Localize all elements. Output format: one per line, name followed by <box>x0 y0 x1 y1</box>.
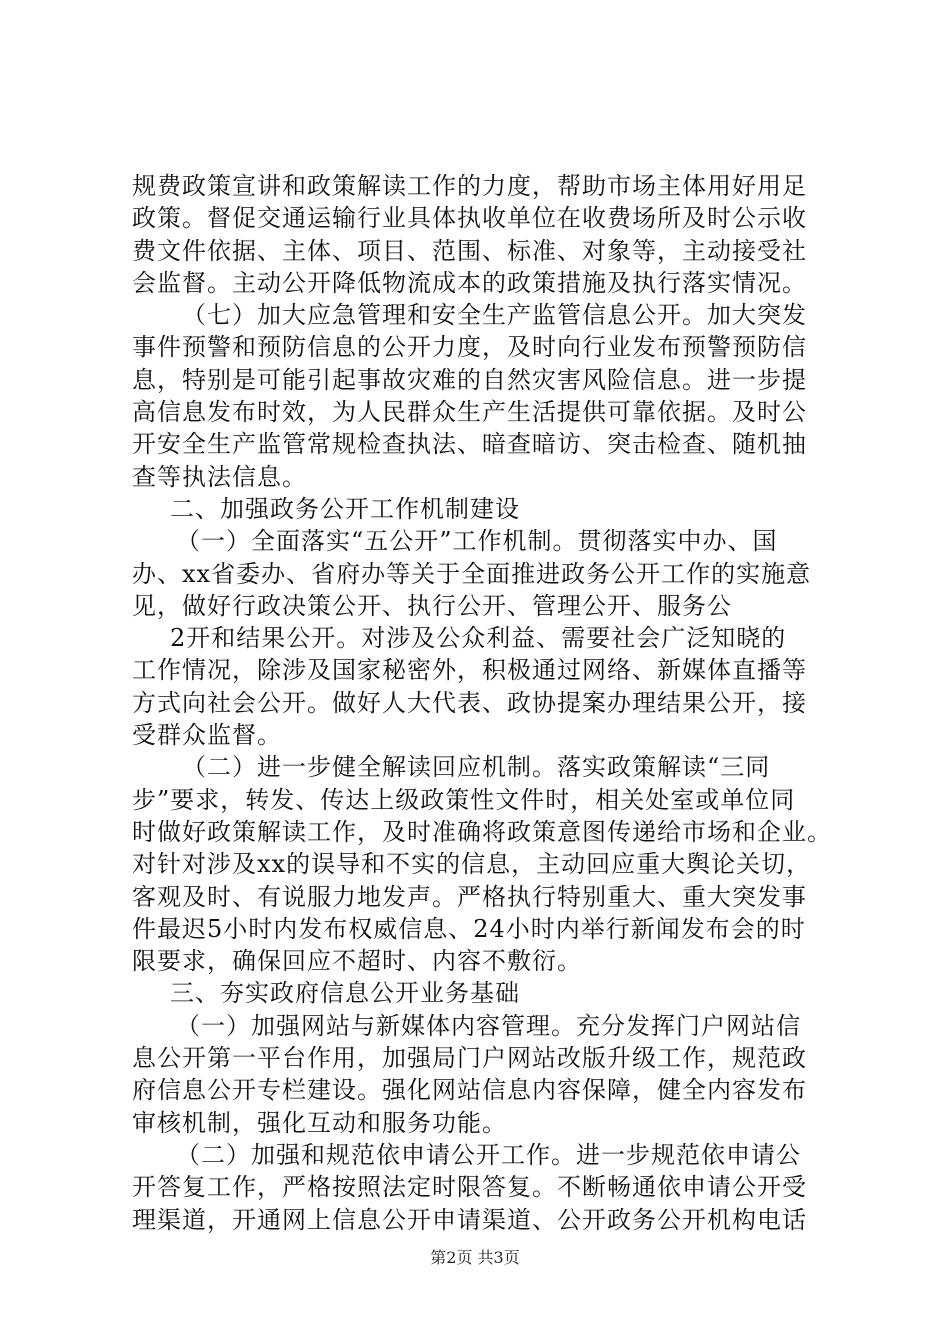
text-line: 府信息公开专栏建设。强化网站信息内容保障，健全内容发布 <box>132 1076 807 1105</box>
text-line: 办、xx省委办、省府办等关于全面推进政务公开工作的实施意 <box>132 559 812 588</box>
paragraph-heading: （一）全面落实“五公开”工作机制。贯彻落实中办、国 <box>176 527 778 556</box>
text-line: 时做好政策解读工作，及时准确将政策意图传递给市场和企业。 <box>132 817 832 846</box>
text-line: 工作情况，除涉及国家秘密外，积极通过网络、新媒体直播等 <box>132 656 807 685</box>
text-line: 方式向社会公开。做好人大代表、政协提案办理结果公开，接 <box>132 688 807 717</box>
text-line: 限要求，确保回应不超时、内容不敷衍。 <box>132 947 582 976</box>
section-heading-3: 三、夯实政府信息公开业务基础 <box>170 979 520 1008</box>
paragraph-heading: （二）进一步健全解读回应机制。落实政策解读“三同 <box>182 753 771 782</box>
text-line: 步”要求，转发、传达上级政策性文件时，相关处室或单位同 <box>132 785 796 814</box>
text-line: 息公开第一平台作用，加强局门户网站改版升级工作，规范政 <box>132 1044 807 1073</box>
paragraph-heading: （一）加强网站与新媒体内容管理。充分发挥门户网站信 <box>176 1011 801 1040</box>
document-body <box>132 170 832 1236</box>
text-line: 审核机制，强化互动和服务功能。 <box>132 1108 507 1137</box>
text-line: 对针对涉及xx的误导和不实的信息，主动回应重大舆论关切， <box>132 850 812 879</box>
text-line: 政策。督促交通运输行业具体执收单位在收费场所及时公示收 <box>132 204 807 233</box>
paragraph-heading: （二）加强和规范依申请公开工作。进一步规范依申请公 <box>176 1140 801 1169</box>
page-number-footer: 第2页 共3页 <box>430 1248 520 1267</box>
text-line: 2开和结果公开。对涉及公众利益、需要社会广泛知晓的 <box>170 624 787 653</box>
text-line: 费文件依据、主体、项目、范围、标准、对象等，主动接受社 <box>132 236 807 265</box>
section-heading-2: 二、加强政务公开工作机制建设 <box>170 494 520 523</box>
text-line: 事件预警和预防信息的公开力度，及时向行业发布预警预防信 <box>132 333 807 362</box>
text-line: 见，做好行政决策公开、执行公开、管理公开、服务公 <box>132 591 732 620</box>
text-line: 受群众监督。 <box>132 721 282 750</box>
text-line: 规费政策宣讲和政策解读工作的力度，帮助市场主体用好用足 <box>132 172 807 200</box>
text-line: 查等执法信息。 <box>132 462 307 491</box>
text-line: 件最迟5小时内发布权威信息、24小时内举行新闻发布会的时 <box>132 914 806 943</box>
text-line: 高信息发布时效，为人民群众生产生活提供可靠依据。及时公 <box>132 398 807 427</box>
text-line: 息，特别是可能引起事故灾难的自然灾害风险信息。进一步提 <box>132 365 807 394</box>
text-line: 客观及时、有说服力地发声。严格执行特别重大、重大突发事 <box>132 882 807 911</box>
text-line: 开答复工作，严格按照法定时限答复。不断畅通依申请公开受 <box>132 1173 807 1202</box>
text-line: 会监督。主动公开降低物流成本的政策措施及执行落实情况。 <box>132 268 807 297</box>
text-line: 理渠道，开通网上信息公开申请渠道、公开政务公开机构电话 <box>132 1205 807 1234</box>
paragraph-heading-7: （七）加大应急管理和安全生产监管信息公开。加大突发 <box>182 301 807 330</box>
text-line: 开安全生产监管常规检查执法、暗查暗访、突击检查、随机抽 <box>132 430 807 459</box>
